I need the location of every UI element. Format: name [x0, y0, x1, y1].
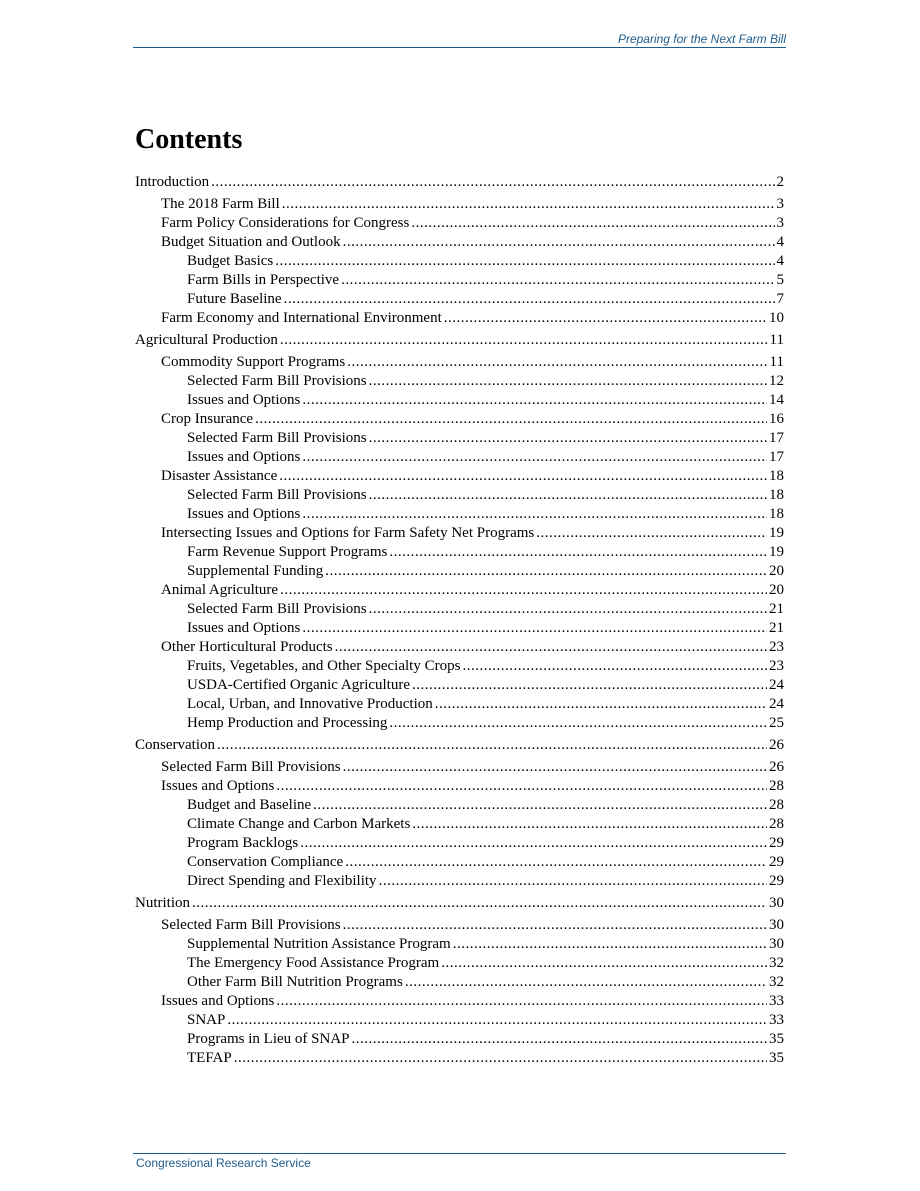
toc-entry[interactable]	[187, 872, 784, 891]
toc-entry-page: 28	[769, 797, 784, 813]
toc-dot-leader	[379, 872, 767, 891]
toc-entry-label: Selected Farm Bill Provisions	[187, 430, 367, 446]
toc-entry-label: Introduction	[135, 174, 210, 190]
toc-entry-page: 23	[769, 639, 784, 655]
toc-entry[interactable]	[135, 736, 784, 755]
toc-entry-label: Agricultural Production	[135, 332, 278, 348]
toc-entry[interactable]	[187, 935, 784, 954]
toc-entry[interactable]	[161, 777, 784, 796]
toc-entry-page: 24	[769, 677, 784, 693]
toc-entry[interactable]	[161, 758, 784, 777]
toc-entry-label: Other Farm Bill Nutrition Programs	[187, 974, 403, 990]
toc-entry-page: 26	[769, 737, 784, 753]
toc-entry-label: Commodity Support Programs	[161, 354, 346, 370]
toc-entry-page: 18	[769, 506, 784, 522]
toc-dot-leader	[217, 736, 767, 755]
toc-entry-label: Nutrition	[135, 895, 190, 911]
toc-entry-label: Intersecting Issues and Options for Farm Safety Net Programs	[161, 525, 535, 541]
toc-dot-leader	[192, 894, 767, 913]
toc-entry-page: 33	[769, 1012, 784, 1028]
footer-source: Congressional Research Service	[136, 1156, 311, 1170]
toc-entry[interactable]	[161, 992, 784, 1011]
toc-dot-leader	[275, 252, 774, 271]
toc-entry-page: 2	[776, 174, 784, 190]
toc-entry-page: 5	[776, 272, 784, 288]
toc-dot-leader	[302, 448, 767, 467]
toc-entry[interactable]	[187, 372, 784, 391]
toc-entry-label: Issues and Options	[187, 506, 301, 522]
toc-entry-page: 17	[769, 430, 784, 446]
toc-dot-leader	[435, 695, 767, 714]
toc-dot-leader	[352, 1030, 768, 1049]
toc-entry-page: 7	[776, 291, 784, 307]
toc-entry-page: 28	[769, 816, 784, 832]
toc-dot-leader	[536, 524, 767, 543]
toc-entry[interactable]	[187, 271, 784, 290]
toc-dot-leader	[369, 372, 767, 391]
toc-entry-page: 25	[769, 715, 784, 731]
toc-entry-label: Conservation Compliance	[187, 854, 344, 870]
toc-entry-page: 4	[776, 253, 784, 269]
toc-entry-label: Issues and Options	[161, 778, 275, 794]
toc-dot-leader	[347, 353, 767, 372]
toc-entry-page: 30	[769, 936, 784, 952]
toc-entry-page: 29	[769, 835, 784, 851]
toc-entry-page: 29	[769, 854, 784, 870]
toc-dot-leader	[389, 543, 767, 562]
toc-entry[interactable]	[161, 233, 784, 252]
toc-entry-page: 12	[769, 373, 784, 389]
toc-dot-leader	[227, 1011, 767, 1030]
toc-entry-page: 17	[769, 449, 784, 465]
toc-entry-label: Supplemental Funding	[187, 563, 324, 579]
toc-dot-leader	[389, 714, 767, 733]
toc-entry[interactable]	[161, 638, 784, 657]
toc-entry-label: Local, Urban, and Innovative Production	[187, 696, 433, 712]
toc-entry-page: 4	[776, 234, 784, 250]
toc-dot-leader	[255, 410, 767, 429]
toc-entry[interactable]	[187, 600, 784, 619]
toc-entry-page: 20	[769, 563, 784, 579]
toc-dot-leader	[276, 777, 767, 796]
toc-entry-label: Fruits, Vegetables, and Other Specialty Crops	[187, 658, 461, 674]
toc-entry[interactable]	[187, 543, 784, 562]
running-header-title: Preparing for the Next Farm Bill	[617, 32, 786, 46]
toc-entry-page: 3	[776, 215, 784, 231]
toc-entry-page: 26	[769, 759, 784, 775]
toc-entry-label: Issues and Options	[161, 993, 275, 1009]
toc-entry[interactable]	[161, 353, 784, 372]
toc-dot-leader	[211, 173, 774, 192]
toc-entry[interactable]	[187, 290, 784, 309]
toc-dot-leader	[234, 1049, 767, 1068]
toc-dot-leader	[411, 214, 774, 233]
toc-entry[interactable]	[135, 894, 784, 913]
toc-entry-label: Other Horticultural Products	[161, 639, 333, 655]
toc-dot-leader	[325, 562, 767, 581]
toc-entry-label: Farm Policy Considerations for Congress	[161, 215, 410, 231]
toc-entry-label: Budget Basics	[187, 253, 274, 269]
toc-dot-leader	[276, 992, 767, 1011]
toc-entry-label: Direct Spending and Flexibility	[187, 873, 377, 889]
toc-entry-page: 30	[769, 917, 784, 933]
toc-dot-leader	[369, 486, 767, 505]
toc-dot-leader	[369, 600, 767, 619]
toc-entry-page: 19	[769, 544, 784, 560]
toc-entry-label: Disaster Assistance	[161, 468, 278, 484]
toc-entry[interactable]	[187, 619, 784, 638]
toc-entry-label: Selected Farm Bill Provisions	[187, 601, 367, 617]
toc-entry[interactable]	[187, 252, 784, 271]
toc-dot-leader	[284, 290, 775, 309]
toc-dot-leader	[302, 619, 767, 638]
toc-entry[interactable]	[161, 581, 784, 600]
toc-entry-page: 24	[769, 696, 784, 712]
toc-entry-label: Selected Farm Bill Provisions	[161, 917, 341, 933]
toc-entry-label: Selected Farm Bill Provisions	[161, 759, 341, 775]
toc-entry-label: Selected Farm Bill Provisions	[187, 373, 367, 389]
toc-entry[interactable]	[187, 391, 784, 410]
toc-entry-label: TEFAP	[187, 1050, 232, 1066]
toc-entry-label: Supplemental Nutrition Assistance Program	[187, 936, 451, 952]
toc-entry-page: 21	[769, 601, 784, 617]
toc-entry-page: 11	[769, 354, 784, 370]
toc-entry-label: Budget Situation and Outlook	[161, 234, 341, 250]
toc-dot-leader	[343, 758, 767, 777]
toc-entry-label: Crop Insurance	[161, 411, 254, 427]
toc-entry-label: Programs in Lieu of SNAP	[187, 1031, 350, 1047]
contents-heading: Contents	[135, 124, 243, 155]
toc-entry[interactable]	[187, 1011, 784, 1030]
toc-entry-page: 18	[769, 487, 784, 503]
toc-dot-leader	[300, 834, 767, 853]
toc-dot-leader	[341, 271, 774, 290]
toc-entry[interactable]	[187, 486, 784, 505]
toc-dot-leader	[343, 916, 767, 935]
toc-entry-label: Selected Farm Bill Provisions	[187, 487, 367, 503]
toc-dot-leader	[280, 581, 767, 600]
toc-entry[interactable]	[161, 467, 784, 486]
toc-entry-page: 21	[769, 620, 784, 636]
toc-dot-leader	[279, 467, 767, 486]
toc-entry-page: 14	[769, 392, 784, 408]
toc-entry[interactable]	[187, 657, 784, 676]
toc-entry-page: 20	[769, 582, 784, 598]
toc-entry[interactable]	[187, 429, 784, 448]
toc-dot-leader	[405, 973, 767, 992]
toc-entry-label: Climate Change and Carbon Markets	[187, 816, 411, 832]
toc-entry-label: Conservation	[135, 737, 215, 753]
toc-entry[interactable]	[187, 973, 784, 992]
toc-entry[interactable]	[187, 815, 784, 834]
toc-dot-leader	[453, 935, 767, 954]
toc-entry[interactable]	[187, 714, 784, 733]
toc-entry-label: Future Baseline	[187, 291, 282, 307]
toc-dot-leader	[444, 309, 767, 328]
footer-divider	[133, 1153, 786, 1154]
toc-entry[interactable]	[187, 1030, 784, 1049]
toc-entry-label: Hemp Production and Processing	[187, 715, 388, 731]
toc-dot-leader	[412, 815, 767, 834]
toc-entry[interactable]	[187, 695, 784, 714]
toc-entry-page: 28	[769, 778, 784, 794]
toc-entry-label: Budget and Baseline	[187, 797, 312, 813]
toc-entry[interactable]	[161, 410, 784, 429]
toc-entry-label: Animal Agriculture	[161, 582, 279, 598]
toc-entry[interactable]	[161, 524, 784, 543]
toc-dot-leader	[369, 429, 767, 448]
toc-entry-label: Program Backlogs	[187, 835, 299, 851]
toc-dot-leader	[343, 233, 775, 252]
toc-dot-leader	[302, 391, 767, 410]
toc-entry[interactable]	[161, 916, 784, 935]
toc-entry-page: 3	[776, 196, 784, 212]
toc-entry-label: Farm Revenue Support Programs	[187, 544, 388, 560]
toc-entry[interactable]	[135, 331, 784, 350]
toc-entry-page: 10	[769, 310, 784, 326]
toc-entry-page: 35	[769, 1050, 784, 1066]
toc-dot-leader	[335, 638, 767, 657]
toc-entry[interactable]	[187, 834, 784, 853]
toc-dot-leader	[462, 657, 767, 676]
toc-entry[interactable]	[161, 214, 784, 233]
toc-dot-leader	[280, 331, 768, 350]
toc-entry[interactable]	[161, 309, 784, 328]
toc-entry-page: 35	[769, 1031, 784, 1047]
toc-entry[interactable]	[135, 173, 784, 192]
toc-entry-page: 32	[769, 974, 784, 990]
toc-dot-leader	[282, 195, 775, 214]
toc-dot-leader	[412, 676, 767, 695]
toc-entry[interactable]	[187, 448, 784, 467]
toc-entry-page: 23	[769, 658, 784, 674]
toc-entry[interactable]	[187, 562, 784, 581]
toc-entry-label: Issues and Options	[187, 449, 301, 465]
toc-entry-page: 19	[769, 525, 784, 541]
toc-entry[interactable]	[187, 954, 784, 973]
toc-entry-page: 32	[769, 955, 784, 971]
toc-entry[interactable]	[187, 796, 784, 815]
toc-entry-page: 16	[769, 411, 784, 427]
header-divider	[133, 47, 786, 48]
toc-entry-page: 11	[769, 332, 784, 348]
toc-entry-label: Issues and Options	[187, 620, 301, 636]
toc-dot-leader	[441, 954, 767, 973]
toc-dot-leader	[302, 505, 767, 524]
toc-entry-label: The Emergency Food Assistance Program	[187, 955, 440, 971]
toc-entry-page: 30	[769, 895, 784, 911]
toc-dot-leader	[313, 796, 767, 815]
toc-entry-label: Farm Economy and International Environment	[161, 310, 442, 326]
toc-entry-page: 33	[769, 993, 784, 1009]
toc-entry-label: Issues and Options	[187, 392, 301, 408]
toc-entry[interactable]	[187, 676, 784, 695]
toc-entry[interactable]	[187, 505, 784, 524]
toc-dot-leader	[345, 853, 767, 872]
toc-entry[interactable]	[161, 195, 784, 214]
toc-entry-label: SNAP	[187, 1012, 226, 1028]
toc-entry-page: 18	[769, 468, 784, 484]
toc-entry-page: 29	[769, 873, 784, 889]
toc-entry-label: The 2018 Farm Bill	[161, 196, 280, 212]
toc-entry[interactable]	[187, 1049, 784, 1068]
toc-entry-label: USDA-Certified Organic Agriculture	[187, 677, 411, 693]
toc-entry-label: Farm Bills in Perspective	[187, 272, 340, 288]
toc-entry[interactable]	[187, 853, 784, 872]
